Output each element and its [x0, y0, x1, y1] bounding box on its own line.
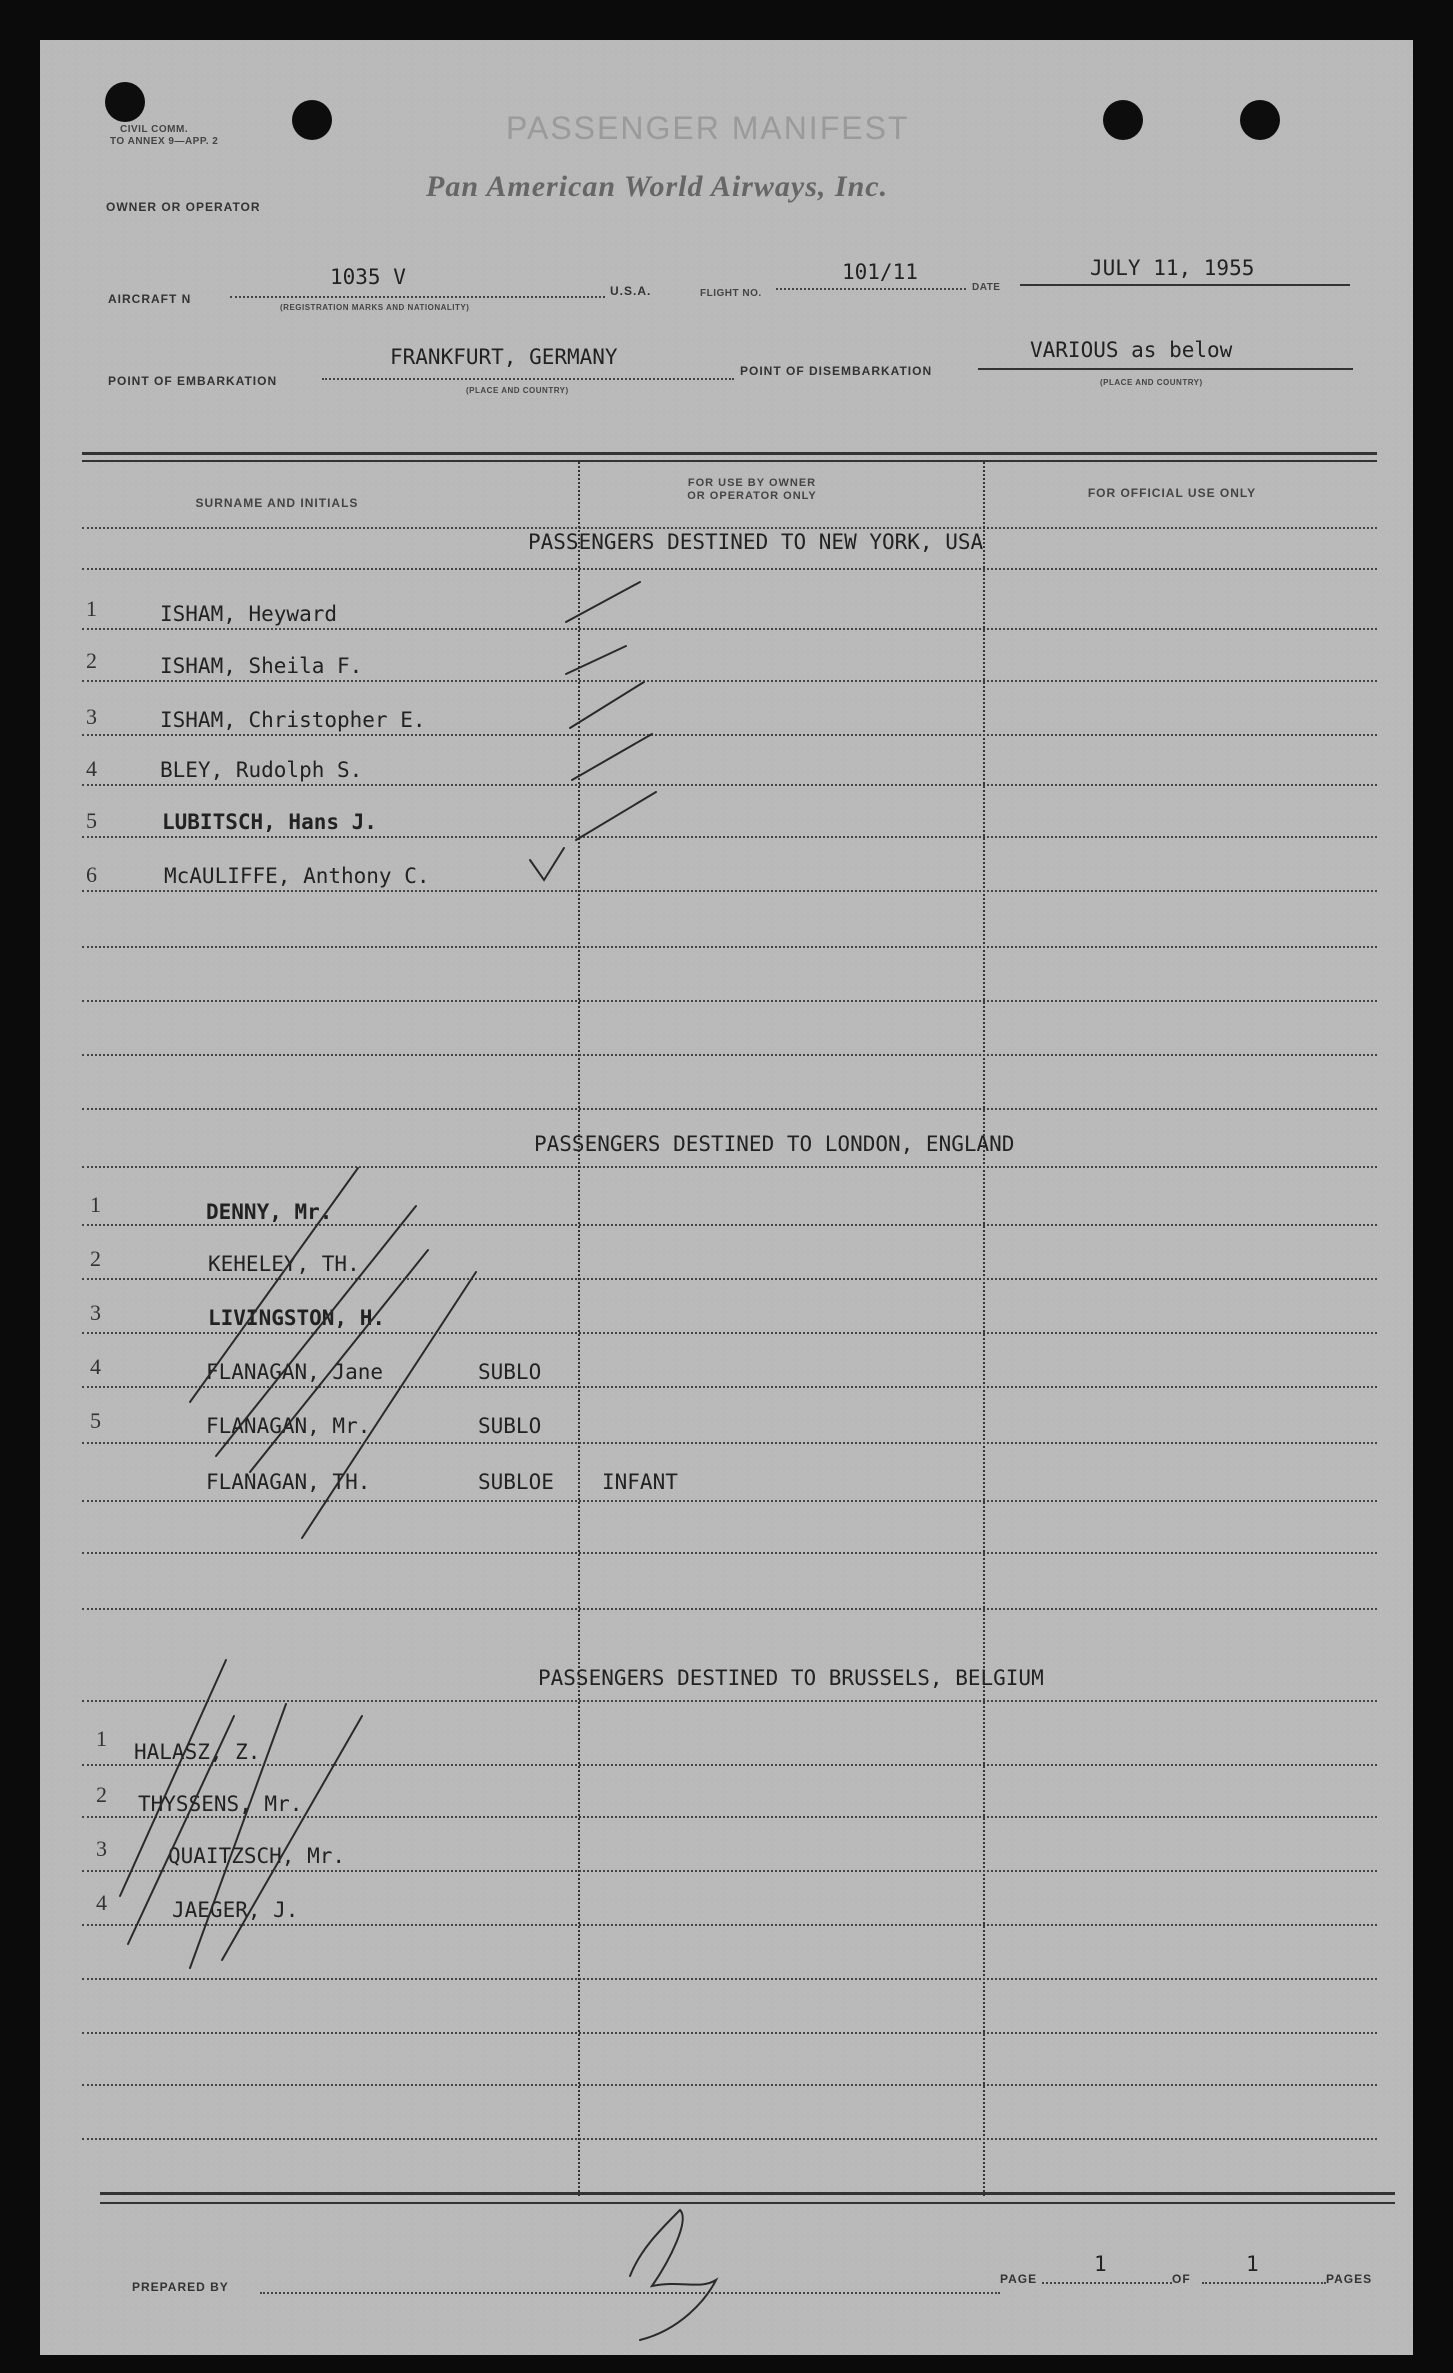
date-label: DATE [972, 282, 1001, 293]
passenger-name: FLANAGAN, Mr. [206, 1414, 371, 1438]
manifest-sheet [40, 40, 1413, 2355]
passenger-name: BLEY, Rudolph S. [160, 758, 363, 782]
passenger-name: McAULIFFE, Anthony C. [164, 864, 430, 888]
page-title: PASSENGER MANIFEST [506, 110, 910, 146]
company-name: Pan American World Airways, Inc. [426, 170, 889, 203]
row-number: 5 [86, 808, 97, 833]
strike-line [216, 1206, 416, 1456]
signature [630, 2210, 716, 2340]
registration-caption: (REGISTRATION MARKS AND NATIONALITY) [280, 303, 470, 312]
pages-label: PAGES [1326, 2272, 1373, 2286]
pen-marks [40, 40, 1413, 2355]
check-mark [566, 646, 626, 674]
strike-line [222, 1716, 362, 1960]
column-header-surname: SURNAME AND INITIALS [195, 496, 359, 510]
passenger-name: FLANAGAN, TH. [206, 1470, 371, 1494]
passenger-name: ISHAM, Sheila F. [160, 654, 363, 678]
embark-value: FRANKFURT, GERMANY [390, 345, 618, 369]
check-mark [530, 848, 564, 880]
disembark-caption: (PLACE AND COUNTRY) [1100, 378, 1203, 387]
strike-line [302, 1272, 476, 1538]
passenger-name: LUBITSCH, Hans J. [162, 810, 377, 834]
strike-line [250, 1250, 428, 1472]
flight-label: FLIGHT NO. [700, 288, 762, 299]
disembark-value: VARIOUS as below [1030, 338, 1233, 362]
strike-line [190, 1704, 286, 1968]
column-header-owner-line1: FOR USE BY OWNER [687, 477, 817, 489]
passenger-name: ISHAM, Heyward [160, 602, 338, 626]
passenger-name: ISHAM, Christopher E. [160, 708, 426, 732]
strike-line [120, 1660, 226, 1896]
passenger-name: HALASZ, Z. [134, 1740, 261, 1764]
check-mark [572, 734, 652, 780]
date-value: JULY 11, 1955 [1090, 256, 1255, 280]
row-number: 4 [86, 756, 97, 781]
group-heading-london: PASSENGERS DESTINED TO LONDON, ENGLAND [534, 1132, 1015, 1156]
usa-label: U.S.A. [610, 284, 652, 298]
passenger-status: SUBLO [478, 1414, 542, 1438]
row-number: 3 [96, 1836, 107, 1861]
passenger-status: SUBLOE [478, 1470, 554, 1494]
check-mark [576, 792, 656, 840]
passenger-name: KEHELEY, TH. [208, 1252, 360, 1276]
passenger-note: INFANT [602, 1470, 678, 1494]
column-header-owner-line2: OR OPERATOR ONLY [687, 490, 817, 502]
page-total: 1 [1246, 2252, 1259, 2276]
flight-value: 101/11 [842, 260, 918, 284]
passenger-name: DENNY, Mr. [206, 1200, 333, 1224]
row-number: 2 [96, 1782, 107, 1807]
of-label: OF [1172, 2272, 1191, 2286]
aircraft-label: AIRCRAFT N [108, 292, 192, 306]
page-label: PAGE [1000, 2272, 1038, 2286]
owner-label: OWNER OR OPERATOR [106, 200, 261, 214]
row-number: 3 [86, 704, 97, 729]
row-number: 4 [96, 1890, 107, 1915]
passenger-status: SUBLO [478, 1360, 542, 1384]
row-number: 2 [86, 648, 97, 673]
strike-line [190, 1168, 358, 1402]
strike-line [128, 1716, 234, 1944]
check-mark [570, 682, 644, 728]
passenger-name: LIVINGSTON, H. [208, 1306, 386, 1330]
form-ref-line1: CIVIL COMM. [120, 124, 189, 135]
column-header-official: FOR OFFICIAL USE ONLY [1087, 486, 1257, 500]
aircraft-value: 1035 V [330, 265, 406, 289]
row-number: 5 [90, 1408, 101, 1433]
row-number: 3 [90, 1300, 101, 1325]
embark-caption: (PLACE AND COUNTRY) [466, 386, 569, 395]
embark-label: POINT OF EMBARKATION [108, 374, 278, 388]
row-number: 6 [86, 862, 97, 887]
passenger-name: QUAITZSCH, Mr. [168, 1844, 346, 1868]
row-number: 1 [90, 1192, 101, 1217]
row-number: 2 [90, 1246, 101, 1271]
row-number: 1 [96, 1726, 107, 1751]
check-mark [566, 582, 640, 622]
passenger-name: THYSSENS, Mr. [138, 1792, 303, 1816]
form-ref-line2: TO ANNEX 9—APP. 2 [110, 136, 219, 147]
disembark-label: POINT OF DISEMBARKATION [740, 364, 933, 378]
group-heading-brussels: PASSENGERS DESTINED TO BRUSSELS, BELGIUM [538, 1666, 1044, 1690]
page-number: 1 [1094, 2252, 1107, 2276]
passenger-name: FLANAGAN, Jane [206, 1360, 384, 1384]
row-number: 4 [90, 1354, 101, 1379]
row-number: 1 [86, 596, 97, 621]
passenger-name: JAEGER, J. [172, 1898, 299, 1922]
group-heading-new-york: PASSENGERS DESTINED TO NEW YORK, USA [528, 530, 984, 554]
prepared-by-label: PREPARED BY [132, 2280, 229, 2294]
